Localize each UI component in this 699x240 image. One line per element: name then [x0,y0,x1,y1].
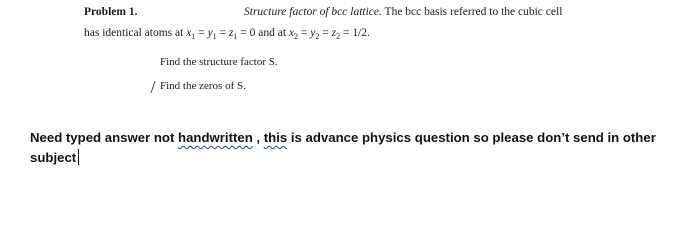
pen-mark-icon [150,80,156,94]
var-y1: y [207,27,213,39]
editor-content[interactable] [30,128,690,168]
problem-intro: The bcc basis referred to the cubic cell [384,6,563,18]
sub-2c: 2 [336,32,341,41]
var-x1: x [186,27,192,39]
var-x2: x [288,27,295,39]
task-item-1: Find the structure factor S. [160,56,278,68]
problem-screenshot [0,0,699,105]
var-y2: y [310,27,316,39]
eq-half: = 1/2. [343,27,370,39]
sub-1c: 1 [233,32,238,41]
editor-text-part-1: Need typed answer not [30,130,179,145]
sub-1a: 1 [191,32,196,41]
question-text-editor[interactable] [0,105,699,174]
var-z1: z [228,27,234,39]
sub-2a: 2 [294,32,299,41]
spellcheck-word-2[interactable]: this [263,130,288,145]
line2-prefix: has identical atoms at [84,27,184,39]
sub-2b: 2 [315,32,320,41]
problem-title: Structure factor of bcc lattice. [244,6,382,18]
var-z2: z [331,27,337,39]
task-item-2: Find the zeros of S. [160,80,246,92]
editor-text-part-3: is advance physics question so please don’t send in other subject [30,130,656,165]
sub-1b: 1 [212,32,217,41]
problem-number: Problem 1. [84,6,138,18]
editor-text-part-2: , [252,130,264,145]
eq-zero: = 0 and at [240,27,287,39]
text-caret [78,149,79,165]
problem-line-2: has identical atoms at $x_1 = y_1 = z_1 = 0$ and at $x_2 = y_2 = z_2 = 1/2$. [84,27,370,41]
spellcheck-word-1[interactable]: handwritten [178,130,253,145]
problem-title-line [244,6,562,18]
